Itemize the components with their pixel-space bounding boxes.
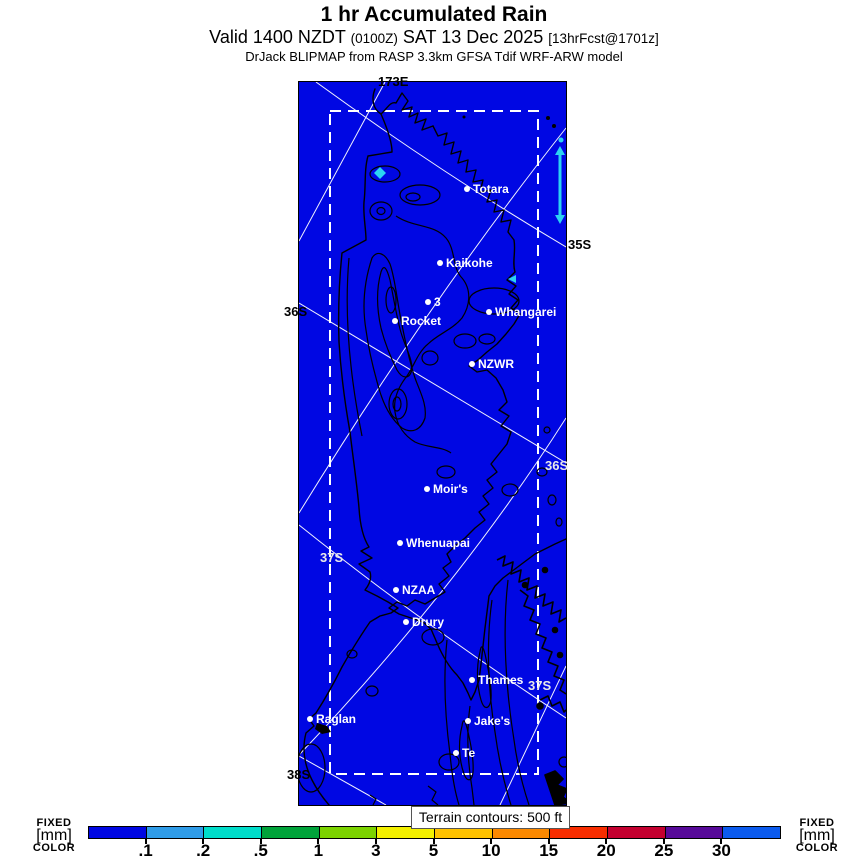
colorbar-segment: [666, 827, 724, 838]
forecast-tag: [13hrFcst@1701z]: [548, 31, 659, 46]
valid-date: SAT 13 Dec 2025: [397, 27, 549, 47]
graticule-label: 36S: [284, 304, 308, 319]
graticule-lines: [299, 82, 569, 805]
page-title: 1 hr Accumulated Rain: [320, 3, 548, 26]
place-marker: [437, 260, 443, 266]
colorbar-segment: [262, 827, 320, 838]
colorbar-segment: [89, 827, 147, 838]
place-marker: [397, 540, 403, 546]
unit-fixed-label: FIXED: [36, 817, 72, 829]
unit-mm-label: [mm]: [799, 827, 835, 844]
valid-prefix: Valid 1400 NZDT: [209, 27, 351, 47]
place-marker: [307, 716, 313, 722]
colorbar-segment: [147, 827, 205, 838]
place-label: Whangarei: [495, 305, 557, 319]
place-label: Thames: [478, 673, 524, 687]
colorbar-segment: [204, 827, 262, 838]
colorbar-tick-label: 25: [654, 841, 674, 860]
graticule-label: 37S: [528, 678, 552, 693]
place-label: Kaikohe: [446, 256, 493, 270]
place-label: Moir's: [433, 482, 468, 496]
place-label: 3: [434, 295, 441, 309]
colorbar-unit-label-left: [28, 818, 80, 854]
graticule-label: 36S: [545, 458, 569, 473]
place-label: Te: [462, 746, 476, 760]
place-marker: [392, 318, 398, 324]
place-label: Whenuapai: [406, 536, 471, 550]
place-label: Jake's: [474, 714, 511, 728]
valid-time-line: [10, 27, 850, 49]
place-marker: [486, 309, 492, 315]
cyan-dot-icon: [559, 138, 564, 143]
colorbar-tick-label: 1: [313, 841, 324, 860]
place-label: Totara: [473, 182, 509, 196]
terrain-note-box: [411, 806, 570, 829]
place-marker: [403, 619, 409, 625]
place-marker: [393, 587, 399, 593]
header: [10, 2, 850, 64]
colorbar-tick-label: 3: [371, 841, 381, 860]
place-label: NZWR: [478, 357, 514, 371]
place-marker: [453, 750, 459, 756]
colorbar-tick-label: 5: [428, 841, 439, 860]
model-line: DrJack BLIPMAP from RASP 3.3km GFSA Tdif WRF-ARW model: [245, 49, 623, 64]
forecast-map: [298, 81, 567, 806]
colorbar-tick-label: 20: [596, 841, 616, 860]
unit-fixed-label: FIXED: [799, 817, 835, 829]
place-marker: [469, 677, 475, 683]
map-canvas: [299, 82, 569, 805]
colorbar-tick-label: .5: [253, 841, 268, 860]
colorbar-tick-label: .2: [196, 841, 211, 860]
colorbar-segment: [320, 827, 378, 838]
place-marker: [465, 718, 471, 724]
place-label: NZAA: [402, 583, 436, 597]
place-marker: [424, 486, 430, 492]
graticule-label: 37S: [320, 550, 344, 565]
place-label: Raglan: [316, 712, 357, 726]
colorbar-unit-label-right: [791, 818, 843, 854]
colorbar-tick-label: 30: [711, 841, 731, 860]
place-label: Rocket: [401, 314, 442, 328]
cyan-diamond-icon: [374, 167, 386, 179]
colorbar-segment: [723, 827, 780, 838]
terrain-note-text: Terrain contours: 500 ft: [418, 809, 563, 825]
colorbar-tick-label: 10: [481, 841, 501, 860]
place-marker: [464, 186, 470, 192]
graticule-label: 38S: [287, 767, 311, 782]
place-marker: [425, 299, 431, 305]
place-marker: [469, 361, 475, 367]
unit-color-label: COLOR: [32, 842, 76, 854]
place-label: Drury: [412, 615, 445, 629]
colorbar-tick-label: 15: [539, 841, 559, 860]
colorbar-segment: [608, 827, 666, 838]
unit-mm-label: [mm]: [36, 827, 72, 844]
colorbar-tick-label: .1: [138, 841, 153, 860]
valid-utc: (0100Z): [350, 31, 398, 46]
graticule-label: 35S: [568, 237, 592, 252]
graticule-label: 173E: [378, 74, 409, 89]
unit-color-label: COLOR: [795, 842, 839, 854]
